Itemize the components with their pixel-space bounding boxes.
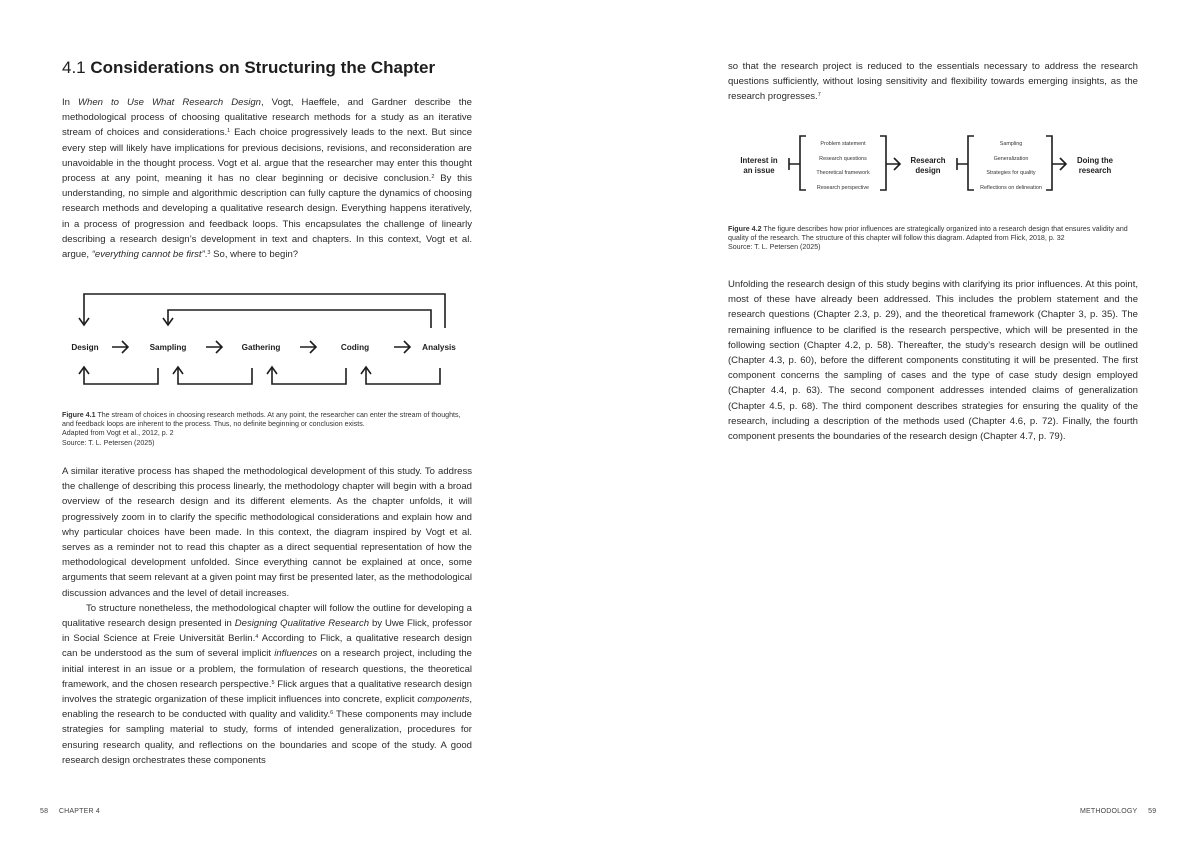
paragraph-1: In When to Use What Research Design, Vogt, Haeffele, and Gardner describe the methodological process of choosing qualitative research methods for a study as an iterative stream of choices and considerations.$^1$ Each choice progressively leads to the next. But since every step will likely have implications for previous decisions, revisions, and reconsideration are unavoidable in the thought process. Vogt et al. argue that the researcher may enter this thought process at any point, meaning it has no clear beginning or decisive conclusion.$^2$ By this understanding, no simple and algorithmic description can fully capture the dynamics of choosing research methods and developing a qualitative research design. Everything happens iteratively, in a process of progression and feedback loops. This encapsulates the challenge of linearly describing a research design’s development in text and chapters. In this context, Vogt et al. argue, “everything cannot be first”.$^3$ So, where to begin? [62, 97, 473, 261]
figure-4-2-diagram [728, 130, 1138, 198]
body-text-lower [62, 464, 472, 768]
node-sampling: Sampling [149, 343, 187, 352]
footnote-ref: 7 [817, 92, 821, 99]
page-number-right: 59 [1148, 808, 1157, 815]
component-item: Reflections on delineation [980, 185, 1042, 191]
influences-bracket-right [880, 136, 886, 190]
page-number-left: 58 [40, 808, 49, 815]
emphasis: influences [274, 648, 318, 660]
component-item: Strategies for quality [986, 170, 1036, 176]
caption-text: The figure describes how prior influences are strategically organized into a research design that ensures validity and quality of the research. The structure of this chapter will follow this diagram. Adapted from Flick, 2018, p. 32 [728, 225, 1128, 243]
arrow-to-design [886, 158, 900, 170]
heading-title: Considerations on Structuring the Chapter [90, 58, 436, 77]
footnote-ref: 4 [255, 634, 259, 641]
paragraph-right-2: Unfolding the research design of this study begins with clarifying its prior influences. At this point, most of these have already been addressed. This includes the problem statement and the research questions (Chapter 2.3, p. 29), and the theoretical framework (Chapter 3, p. 35). The remaining influence to be clarified is the research perspective, which will be presented in the following section (Chapter 4.2, p. 58). Thereafter, the study’s research design will be outlined (Chapter 4.3, p. 60), before the different components constituting it will be presented. The first component concerns the sampling of cases and the type of case study design employed (Chapter 4.4, p. 63). The second component addresses intended claims of generalization (Chapter 4.5, p. 68). The third component describes strategies for ensuring the quality of the research, including a description of the methods used (Chapter 4.6, p. 72). Finally, the fourth component presents the boundaries of the research design (Chapter 4.7, p. 79). [728, 279, 1138, 443]
influence-item: Theoretical framework [816, 170, 870, 176]
caption-source: Source: T. L. Petersen (2025) [728, 243, 821, 252]
footer-right [1080, 808, 1156, 815]
paragraph-3: To structure nonetheless, the methodological chapter will follow the outline for developing a qualitative research design presented in Designing Qualitative Research by Uwe Flick, professor in Social Science at Freie Universität Berlin.$^4$ According to Flick, a qualitative research design can be understood as the sum of several implicit influences on a research project, including the initial interest in an issue or a problem, the formulation of research questions, the theoretical framework, and the chosen research perspective.$^5$ Flick argues that a qualitative research design involves the strategic organization of these implicit influences into concrete, explicit components, enabling the research to be conducted with quality and validity.$^6$ These components may include strategies for sampling material to study, forms of intended generalization, procedures for ensuring research quality, and reflections on the boundaries and scope of the study. A good research design orchestrates these components [62, 602, 473, 766]
caption-source: Source: T. L. Petersen (2025) [62, 438, 155, 447]
component-item: Sampling [999, 141, 1023, 147]
end-label-line2: research [1078, 166, 1112, 175]
heading-number: 4.1 [62, 58, 86, 77]
footnote-ref: 2 [431, 174, 435, 181]
footnote-ref: 3 [207, 250, 211, 257]
feedback-loop-outer [84, 294, 445, 328]
paragraph-2: A similar iterative process has shaped the methodological development of this study. To address the challenge of describing this process linearly, the methodology chapter will begin with a broad overview of the research design and its different elements. As the chapter unfolds, it will progressively zoom in to clarify the specific methodological considerations and explain how and why particular choices have been made. In this context, the diagram inspired by Vogt et al. serves as a reminder not to read this chapter as a direct sequential representation of how the methodological development unfolded. Since everything cannot be explained at once, some arguments that seem relevant at a given point may first be presented later, as the methodological discussion advances and the level of detail increases. [62, 466, 472, 599]
node-gathering: Gathering [241, 343, 281, 352]
arrow-to-doing [1052, 158, 1066, 170]
components-bracket-left [968, 136, 974, 190]
start-label-line2: an issue [743, 166, 775, 175]
emphasis: When to Use What Research Design [78, 97, 261, 108]
footer-left [40, 808, 100, 815]
chapter-label: CHAPTER 4 [58, 808, 101, 815]
caption-label: Figure 4.1 [62, 411, 96, 419]
section-heading [62, 58, 482, 78]
methodology-label: METHODOLOGY [1080, 808, 1138, 815]
node-analysis: Analysis [422, 343, 456, 352]
footnote-ref: 5 [271, 679, 275, 686]
component-item: Generalization [993, 156, 1029, 162]
feedback-loop-inner [168, 310, 431, 328]
middle-label-line1: Research [910, 156, 946, 165]
figure-4-2-caption [728, 225, 1138, 253]
start-label-line1: Interest in [740, 156, 778, 165]
influence-item: Problem statement [820, 141, 866, 147]
components-bracket-right [1046, 136, 1052, 190]
influences-bracket-left [800, 136, 806, 190]
figure-4-1-diagram [62, 288, 472, 388]
node-design: Design [71, 343, 99, 352]
emphasis: components [417, 694, 470, 706]
footnote-ref: 1 [227, 128, 231, 135]
caption-adapted: Adapted from Vogt et al., 2012, p. 2 [62, 429, 174, 438]
influence-item: Research questions [819, 156, 867, 162]
caption-label: Figure 4.2 [728, 225, 762, 233]
influence-item: Research perspective [816, 185, 870, 191]
node-coding: Coding [340, 343, 370, 352]
paragraph-right-1: so that the research project is reduced to the essentials necessary to address the research questions sufficiently, without losing sensitivity and flexibility towards emerging insights, as the research progresses.$^7$ [728, 61, 1138, 103]
emphasis: “everything cannot be first” [91, 249, 205, 261]
connector-design [957, 158, 968, 170]
caption-text: The stream of choices in choosing research methods. At any point, the researcher can enter the stream of thoughts, and feedback loops are inherent to the process. Thus, no definite beginning or conclusion exists. [62, 411, 461, 429]
figure-4-1-caption [62, 411, 472, 448]
connector-start [789, 158, 800, 170]
emphasis: Designing Qualitative Research [234, 618, 370, 630]
footnote-ref: 6 [330, 710, 334, 717]
return-loops [79, 367, 440, 384]
end-label-line1: Doing the [1077, 156, 1113, 165]
middle-label-line2: design [915, 166, 941, 175]
